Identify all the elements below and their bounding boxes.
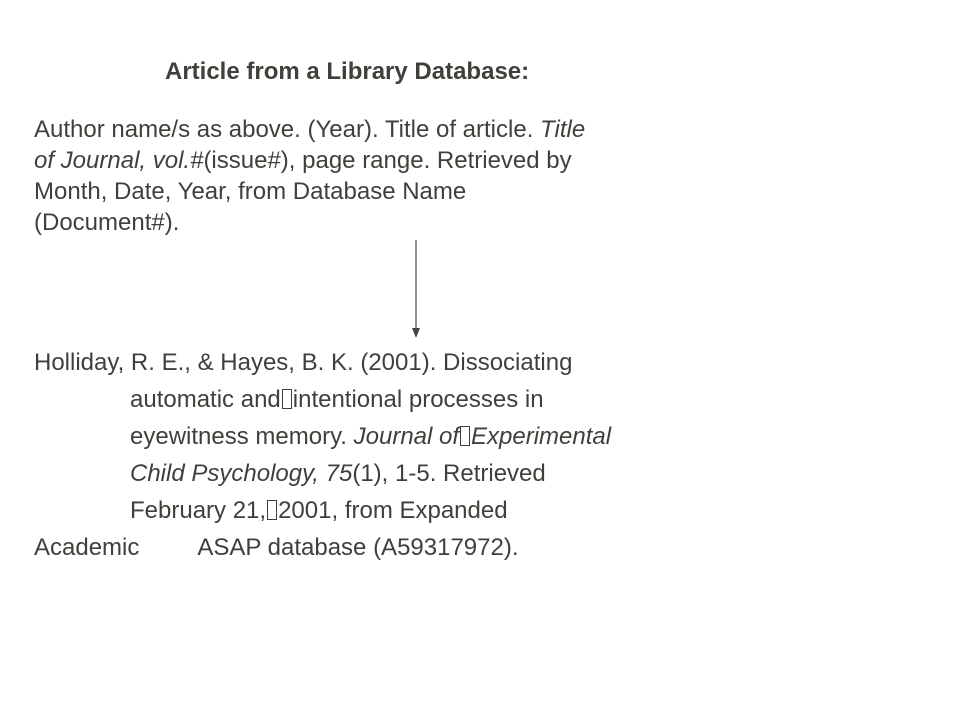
template-line-2: [34, 145, 794, 176]
template-line-3: Month, Date, Year, from Database Name: [34, 178, 467, 205]
citation-template: [34, 114, 794, 238]
template-line-4: (Document#).: [34, 209, 180, 236]
missing-glyph-box: [267, 500, 277, 520]
template-line-2-italic: of Journal, vol.#: [34, 147, 204, 174]
template-line-1-italic: Title: [540, 116, 586, 143]
template-line-1-text: Author name/s as above. (Year). Title of article.: [34, 116, 541, 143]
example-line-3c: Experimental: [471, 423, 612, 450]
example-line-3a: eyewitness memory.: [130, 423, 354, 450]
example-line-3b: Journal of: [353, 423, 460, 450]
example-line-2a: automatic and: [130, 386, 281, 413]
example-line-6a: Academic: [34, 534, 140, 561]
example-line-1: Holliday, R. E., & Hayes, B. K. (2001). Dissociating: [34, 349, 573, 376]
example-line-5a: February 21,: [130, 497, 267, 524]
slide-title: Article from a Library Database:: [165, 58, 530, 85]
example-line-4: [34, 455, 834, 492]
citation-example: [34, 344, 834, 566]
down-arrow-icon: [406, 240, 426, 340]
example-line-5b: 2001, from Expanded: [278, 497, 508, 524]
template-line-2-text: (issue#), page range. Retrieved by: [203, 147, 572, 174]
template-line-1: [34, 114, 794, 145]
example-line-2b: intentional processes in: [292, 386, 544, 413]
example-line-6: [34, 529, 834, 566]
example-line-4b: (1), 1-5. Retrieved: [352, 460, 546, 487]
example-line-3: [34, 418, 834, 455]
example-line-4a: Child Psychology, 75: [130, 460, 353, 487]
example-line-6b: ASAP database (A59317972).: [197, 534, 519, 561]
missing-glyph-box: [460, 426, 470, 446]
example-line-5: [34, 492, 834, 529]
missing-glyph-box: [282, 389, 292, 409]
example-line-2: [34, 381, 834, 418]
